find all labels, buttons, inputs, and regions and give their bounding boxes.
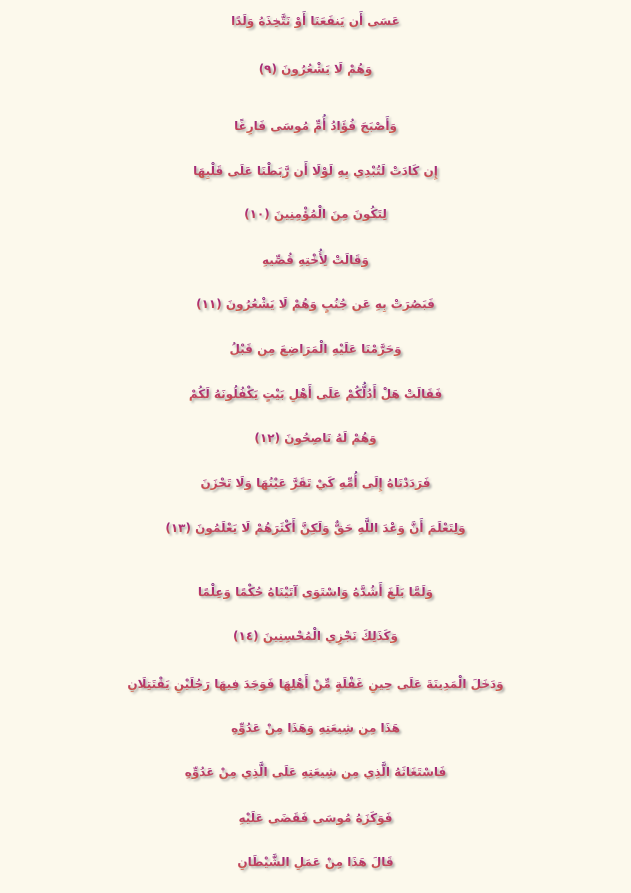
verse-line: قَالَ هَذَا مِنْ عَمَلِ الشَّيْطَانِ — [0, 847, 631, 877]
verse-line: وَهُمْ لَهُ نَاصِحُونَ (١٢) — [0, 423, 631, 453]
verse-line: لِتَكُونَ مِنَ الْمُؤْمِنِينَ (١٠) — [0, 199, 631, 229]
verse-line: عَسَى أَن يَنفَعَنَا أَوْ نَتَّخِذَهُ وَلَدًا — [0, 6, 631, 36]
verse-line: وَأَصْبَحَ فُؤَادُ أُمِّ مُوسَى فَارِغًا — [0, 111, 631, 141]
verse-line: إِن كَادَتْ لَتُبْدِي بِهِ لَوْلَا أَن رَّبَطْنَا عَلَى قَلْبِهَا — [0, 156, 631, 186]
verse-line: فَبَصُرَتْ بِهِ عَن جُنُبٍ وَهُمْ لَا يَشْعُرُونَ (١١) — [0, 289, 631, 319]
verse-line: فَقَالَتْ هَلْ أَدُلُّكُمْ عَلَى أَهْلِ بَيْتٍ يَكْفُلُونَهُ لَكُمْ — [0, 379, 631, 409]
verse-line: فَوَكَزَهُ مُوسَى فَقَضَى عَلَيْهِ — [0, 803, 631, 833]
verse-line: فَرَدَدْنَاهُ إِلَى أُمِّهِ كَيْ تَقَرَّ عَيْنُهَا وَلَا تَحْزَنَ — [0, 468, 631, 498]
verse-line: وَهُمْ لَا يَشْعُرُونَ (٩) — [0, 54, 631, 84]
verse-line: وَدَخَلَ الْمَدِينَةَ عَلَى حِينِ غَفْلَةٍ مِّنْ أَهْلِهَا فَوَجَدَ فِيهَا رَجُلَيْنِ يَقْتَتِلَانِ — [0, 669, 631, 699]
verse-line: فَاسْتَغَاثَهُ الَّذِي مِن شِيعَتِهِ عَلَى الَّذِي مِنْ عَدُوِّهِ — [0, 757, 631, 787]
verse-line: وَلَمَّا بَلَغَ أَشُدَّهُ وَاسْتَوَى آتَيْنَاهُ حُكْمًا وَعِلْمًا — [0, 577, 631, 607]
verse-line: وَكَذَلِكَ نَجْزِي الْمُحْسِنِينَ (١٤) — [0, 621, 631, 651]
verse-line: هَذَا مِن شِيعَتِهِ وَهَذَا مِنْ عَدُوِّهِ — [0, 713, 631, 743]
verse-line: وَلِتَعْلَمَ أَنَّ وَعْدَ اللَّهِ حَقٌّ وَلَكِنَّ أَكْثَرَهُمْ لَا يَعْلَمُونَ (١٣) — [0, 513, 631, 543]
verse-line: وَحَرَّمْنَا عَلَيْهِ الْمَرَاضِعَ مِن قَبْلُ — [0, 334, 631, 364]
verse-line: وَقَالَتْ لِأُخْتِهِ قُصِّيهِ — [0, 245, 631, 275]
